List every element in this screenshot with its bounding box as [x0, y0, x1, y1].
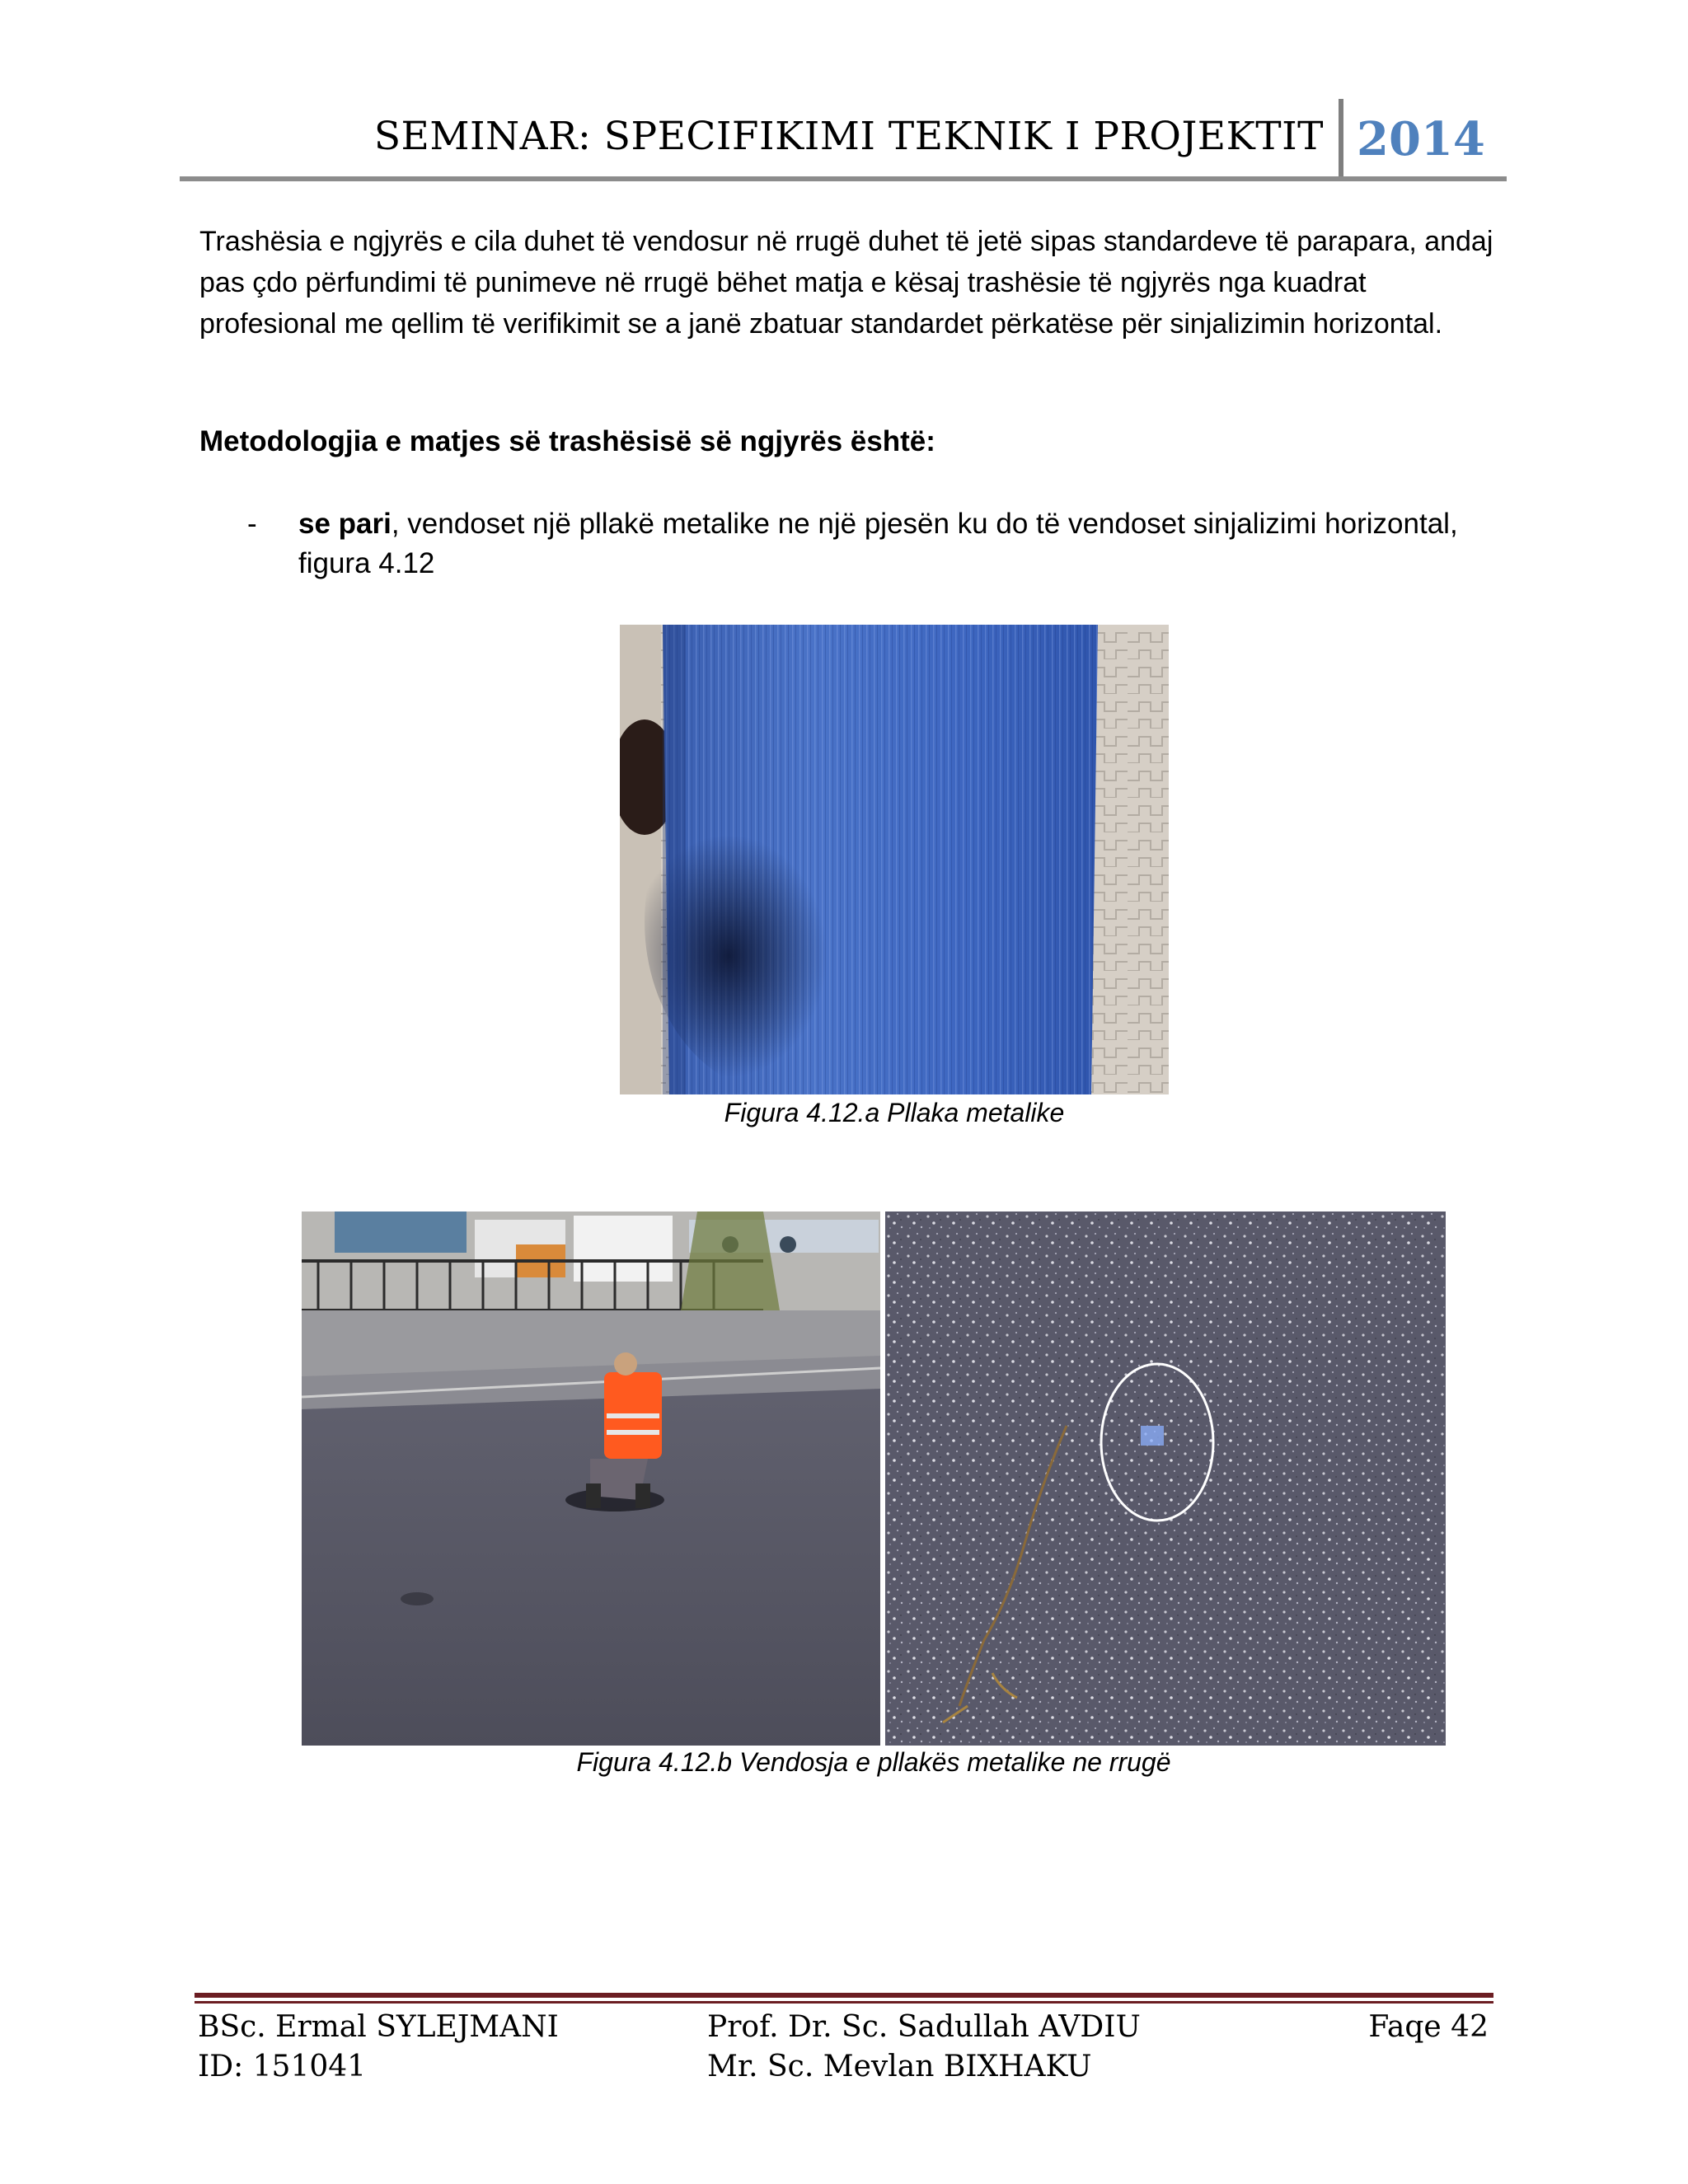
- page-header: [180, 92, 1507, 183]
- footer-author: [198, 2008, 559, 2087]
- bullet-bold: se pari: [298, 508, 392, 540]
- footer-author-name: BSc. Ermal SYLEJMANI: [198, 2010, 559, 2044]
- figure-b-caption: Figura 4.12.b Vendosja e pllakës metalike ne rrugë: [576, 1747, 1171, 1777]
- footer-rule: [195, 1993, 1493, 1998]
- header-rule: [180, 176, 1507, 181]
- footer-mentors: [707, 2008, 1141, 2087]
- figure-a-image: [620, 625, 1169, 1094]
- footer-author-id: ID: 151041: [198, 2050, 367, 2083]
- figure-a-caption: Figura 4.12.a Pllaka metalike: [724, 1098, 1065, 1127]
- body-paragraph: [199, 221, 1493, 344]
- paragraph-text: Trashësia e ngjyrës e cila duhet të vendosur në rrugë duhet të jetë sipas standardeve të parapara, andaj pas çdo përfundimi të punimeve në rrugë bëhet matja e kësaj trashësie të ngjyrës nga kuadrat profesional me qellim të verifikimit se a janë zbatuar standardet përkatëse për sinjalizimin horizontal.: [199, 226, 1493, 340]
- bullet-dash: -: [247, 508, 257, 540]
- bullet-rest: , vendoset një pllakë metalike ne një pjesën ku do të vendoset sinjalizimi horizontal, figura 4.12: [298, 508, 1458, 579]
- header-separator: [1339, 99, 1343, 180]
- header-year: 2014: [1357, 112, 1485, 166]
- footer-page-number: Faqe 42: [1368, 2010, 1489, 2044]
- section-heading: Metodologjia e matjes së trashësisë së ngjyrës është:: [199, 425, 935, 457]
- footer-rule-thin: [195, 2001, 1493, 2004]
- bullet-text: [298, 504, 1485, 583]
- header-title: SEMINAR: SPECIFIKIMI TEKNIK I PROJEKTIT: [373, 114, 1324, 159]
- footer-mentor-2: Mr. Sc. Mevlan BIXHAKU: [707, 2050, 1092, 2083]
- footer-mentor-1: Prof. Dr. Sc. Sadullah AVDIU: [707, 2010, 1141, 2044]
- figure-b-right-image: [885, 1212, 1446, 1746]
- figure-b-left-image: [302, 1212, 880, 1746]
